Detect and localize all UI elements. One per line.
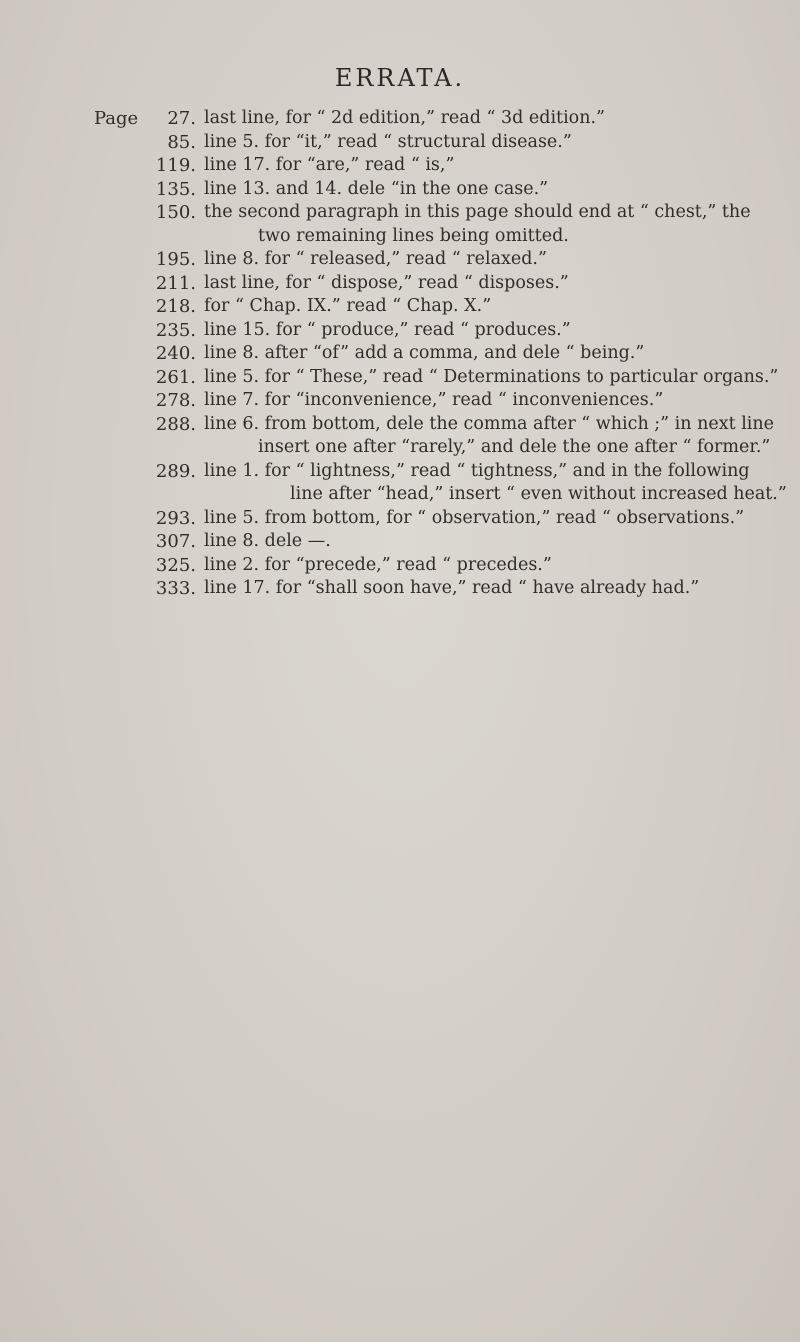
errata-page-number: 119. (155, 155, 196, 176)
errata-entry (0, 178, 800, 202)
errata-entry (0, 530, 800, 554)
errata-page-number: 307. (155, 531, 196, 552)
errata-correction-text: line 1. for “ lightness,” read “ tightness,” and in the following (204, 460, 750, 481)
errata-correction-text: line 5. for “it,” read “ structural disease.” (204, 131, 572, 152)
errata-correction-text: line 6. from bottom, dele the comma after “ which ;” in next line (204, 413, 775, 434)
errata-page-number: 195. (155, 249, 196, 270)
errata-entry (0, 342, 800, 366)
errata-entry (0, 201, 800, 225)
errata-list (0, 107, 800, 601)
errata-entry (0, 131, 800, 155)
page-word-label: Page (94, 108, 139, 129)
errata-page-number: 333. (155, 578, 196, 599)
errata-entry (0, 460, 800, 484)
errata-entry (0, 225, 800, 249)
errata-correction-text: line 15. for “ produce,” read “ produces.” (204, 319, 571, 340)
errata-page-number: 27. (167, 108, 196, 129)
errata-page-number: 325. (155, 554, 196, 576)
errata-correction-text: line 2. for “precede,” read “ precedes.” (204, 554, 552, 575)
errata-entry (0, 272, 800, 296)
errata-page-number: 150. (155, 202, 196, 223)
errata-correction-text: line after “head,” insert “ even without increased heat.” (290, 484, 787, 504)
errata-correction-text: line 8. after “of” add a comma, and dele “ being.” (204, 343, 645, 363)
errata-correction-text: the second paragraph in this page should end at “ chest,” the (204, 202, 751, 222)
errata-correction-text: for “ Chap. IX.” read “ Chap. X.” (204, 296, 492, 316)
errata-correction-text: line 13. and 14. dele “in the one case.” (204, 178, 549, 199)
errata-correction-text: line 17. for “shall soon have,” read “ have already had.” (204, 578, 700, 598)
errata-page-number: 289. (155, 460, 196, 482)
errata-entry (0, 366, 800, 390)
errata-entry (0, 507, 800, 531)
errata-page-number: 211. (155, 272, 196, 294)
errata-page-number: 278. (155, 390, 196, 411)
errata-page-number: 293. (155, 507, 196, 529)
errata-entry (0, 319, 800, 343)
errata-page-number: 85. (167, 131, 196, 153)
errata-correction-text: insert one after “rarely,” and dele the one after “ former.” (258, 437, 771, 457)
errata-page-number: 235. (155, 319, 196, 341)
errata-correction-text: line 5. for “ These,” read “ Determinations to particular organs.” (204, 366, 779, 387)
errata-page-number: 288. (155, 413, 196, 435)
errata-correction-text: line 5. from bottom, for “ observation,” read “ observations.” (204, 507, 745, 528)
errata-entry (0, 413, 800, 437)
errata-entry (0, 389, 800, 413)
errata-entry (0, 436, 800, 460)
errata-page-number: 261. (155, 366, 196, 388)
page-title: ERRATA. (334, 64, 466, 92)
errata-correction-text: two remaining lines being omitted. (258, 225, 569, 246)
errata-correction-text: line 17. for “are,” read “ is,” (204, 155, 455, 175)
errata-correction-text: line 8. for “ released,” read “ relaxed.” (204, 249, 547, 269)
errata-entry (0, 154, 800, 178)
errata-entry (0, 577, 800, 601)
errata-entry (0, 107, 800, 131)
errata-page-number: 135. (155, 178, 196, 200)
errata-correction-text: line 8. dele —. (204, 531, 331, 551)
errata-correction-text: line 7. for “inconvenience,” read “ inconveniences.” (204, 390, 664, 410)
errata-entry (0, 483, 800, 507)
errata-page-number: 218. (155, 296, 196, 317)
errata-entry (0, 295, 800, 319)
errata-page-number: 240. (155, 343, 196, 364)
errata-correction-text: last line, for “ 2d edition,” read “ 3d edition.” (204, 108, 605, 128)
errata-correction-text: last line, for “ dispose,” read “ disposes.” (204, 272, 569, 293)
errata-entry (0, 554, 800, 578)
errata-entry (0, 248, 800, 272)
